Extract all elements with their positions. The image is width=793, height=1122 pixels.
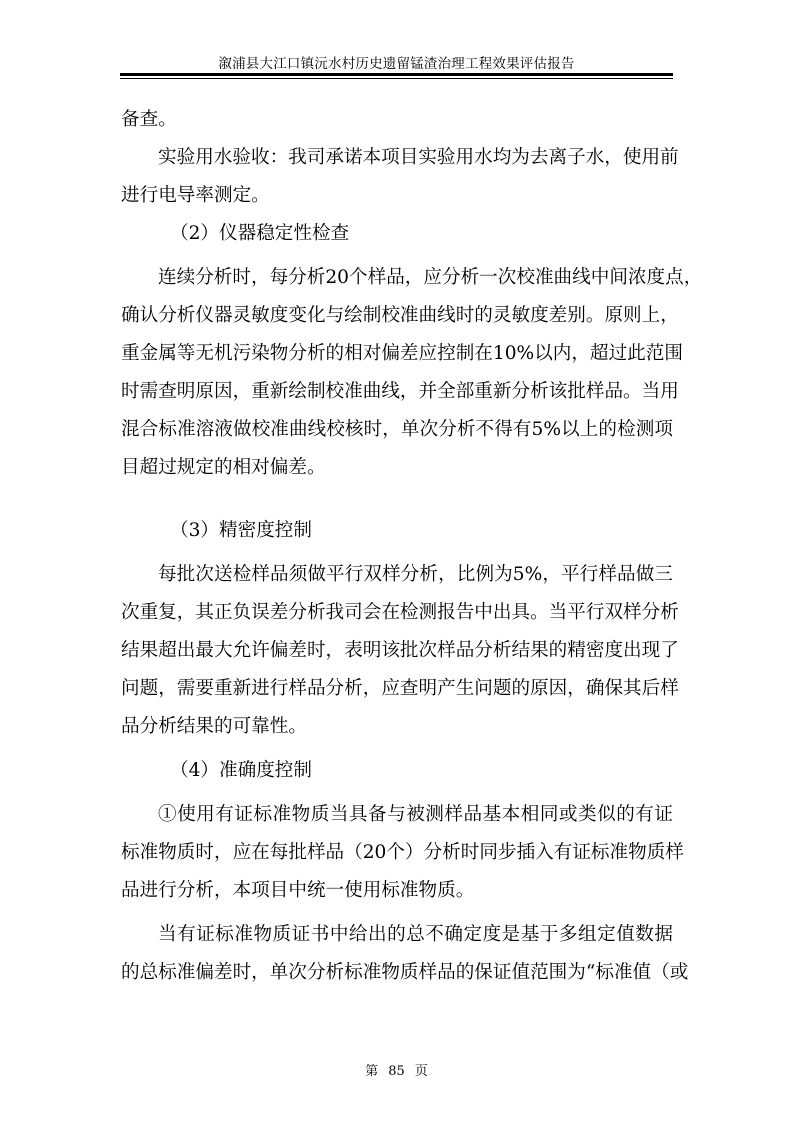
text-line: 实验用水验收：我司承诺本项目实验用水均为去离子水，使用前: [158, 147, 679, 168]
page-suffix: 页: [414, 1064, 428, 1079]
section-heading: （4）准确度控制: [170, 760, 312, 781]
section-heading: （3）精密度控制: [170, 520, 312, 541]
text-line: 备查。: [121, 109, 177, 130]
page-prefix: 第: [365, 1064, 379, 1079]
text-line: ①使用有证标准物质当具备与被测样品基本相同或类似的有证: [158, 804, 673, 825]
text-line: 进行电导率测定。: [121, 185, 270, 206]
text-line: 问题，需要重新进行样品分析，应查明产生问题的原因，确保其后样: [121, 678, 679, 699]
text-line: 确认分析仪器灵敏度变化与绘制校准曲线时的灵敏度差别。原则上，: [121, 305, 679, 326]
text-line: 重金属等无机污染物分析的相对偏差应控制在10%以内，超过此范围: [121, 343, 683, 364]
text-line: 品分析结果的可靠性。: [121, 716, 307, 737]
page-number: 85: [388, 1064, 405, 1079]
text-line: 混合标准溶液做校准曲线校核时，单次分析不得有5%以上的检测项: [121, 419, 673, 440]
text-line: 每批次送检样品须做平行双样分析，比例为5%，平行样品做三: [158, 564, 673, 585]
section-heading: （2）仪器稳定性检查: [170, 223, 350, 244]
running-header-title: 溆浦县大江口镇沅水村历史遗留锰渣治理工程效果评估报告: [218, 56, 575, 72]
text-line: 当有证标准物质证书中给出的总不确定度是基于多组定值数据: [158, 924, 673, 945]
header-rule-thick: [120, 73, 673, 76]
text-line: 目超过规定的相对偏差。: [121, 457, 326, 478]
text-line: 连续分析时，每分析20个样品，应分析一次校准曲线中间浓度点，: [158, 267, 703, 288]
header-rule-thin: [120, 78, 673, 79]
text-line: 标准物质时，应在每批样品（20个）分析时同步插入有证标准物质样: [121, 842, 684, 863]
page-number-footer: [0, 1060, 793, 1079]
text-line: 的总标准偏差时，单次分析标准物质样品的保证值范围为“标准值（或: [121, 962, 689, 983]
text-line: 品进行分析，本项目中统一使用标准物质。: [121, 880, 475, 901]
text-line: 结果超出最大允许偏差时，表明该批次样品分析结果的精密度出现了: [121, 640, 679, 661]
text-line: 时需查明原因，重新绘制校准曲线，并全部重新分析该批样品。当用: [121, 381, 679, 402]
text-line: 次重复，其正负误差分析我司会在检测报告中出具。当平行双样分析: [121, 602, 679, 623]
